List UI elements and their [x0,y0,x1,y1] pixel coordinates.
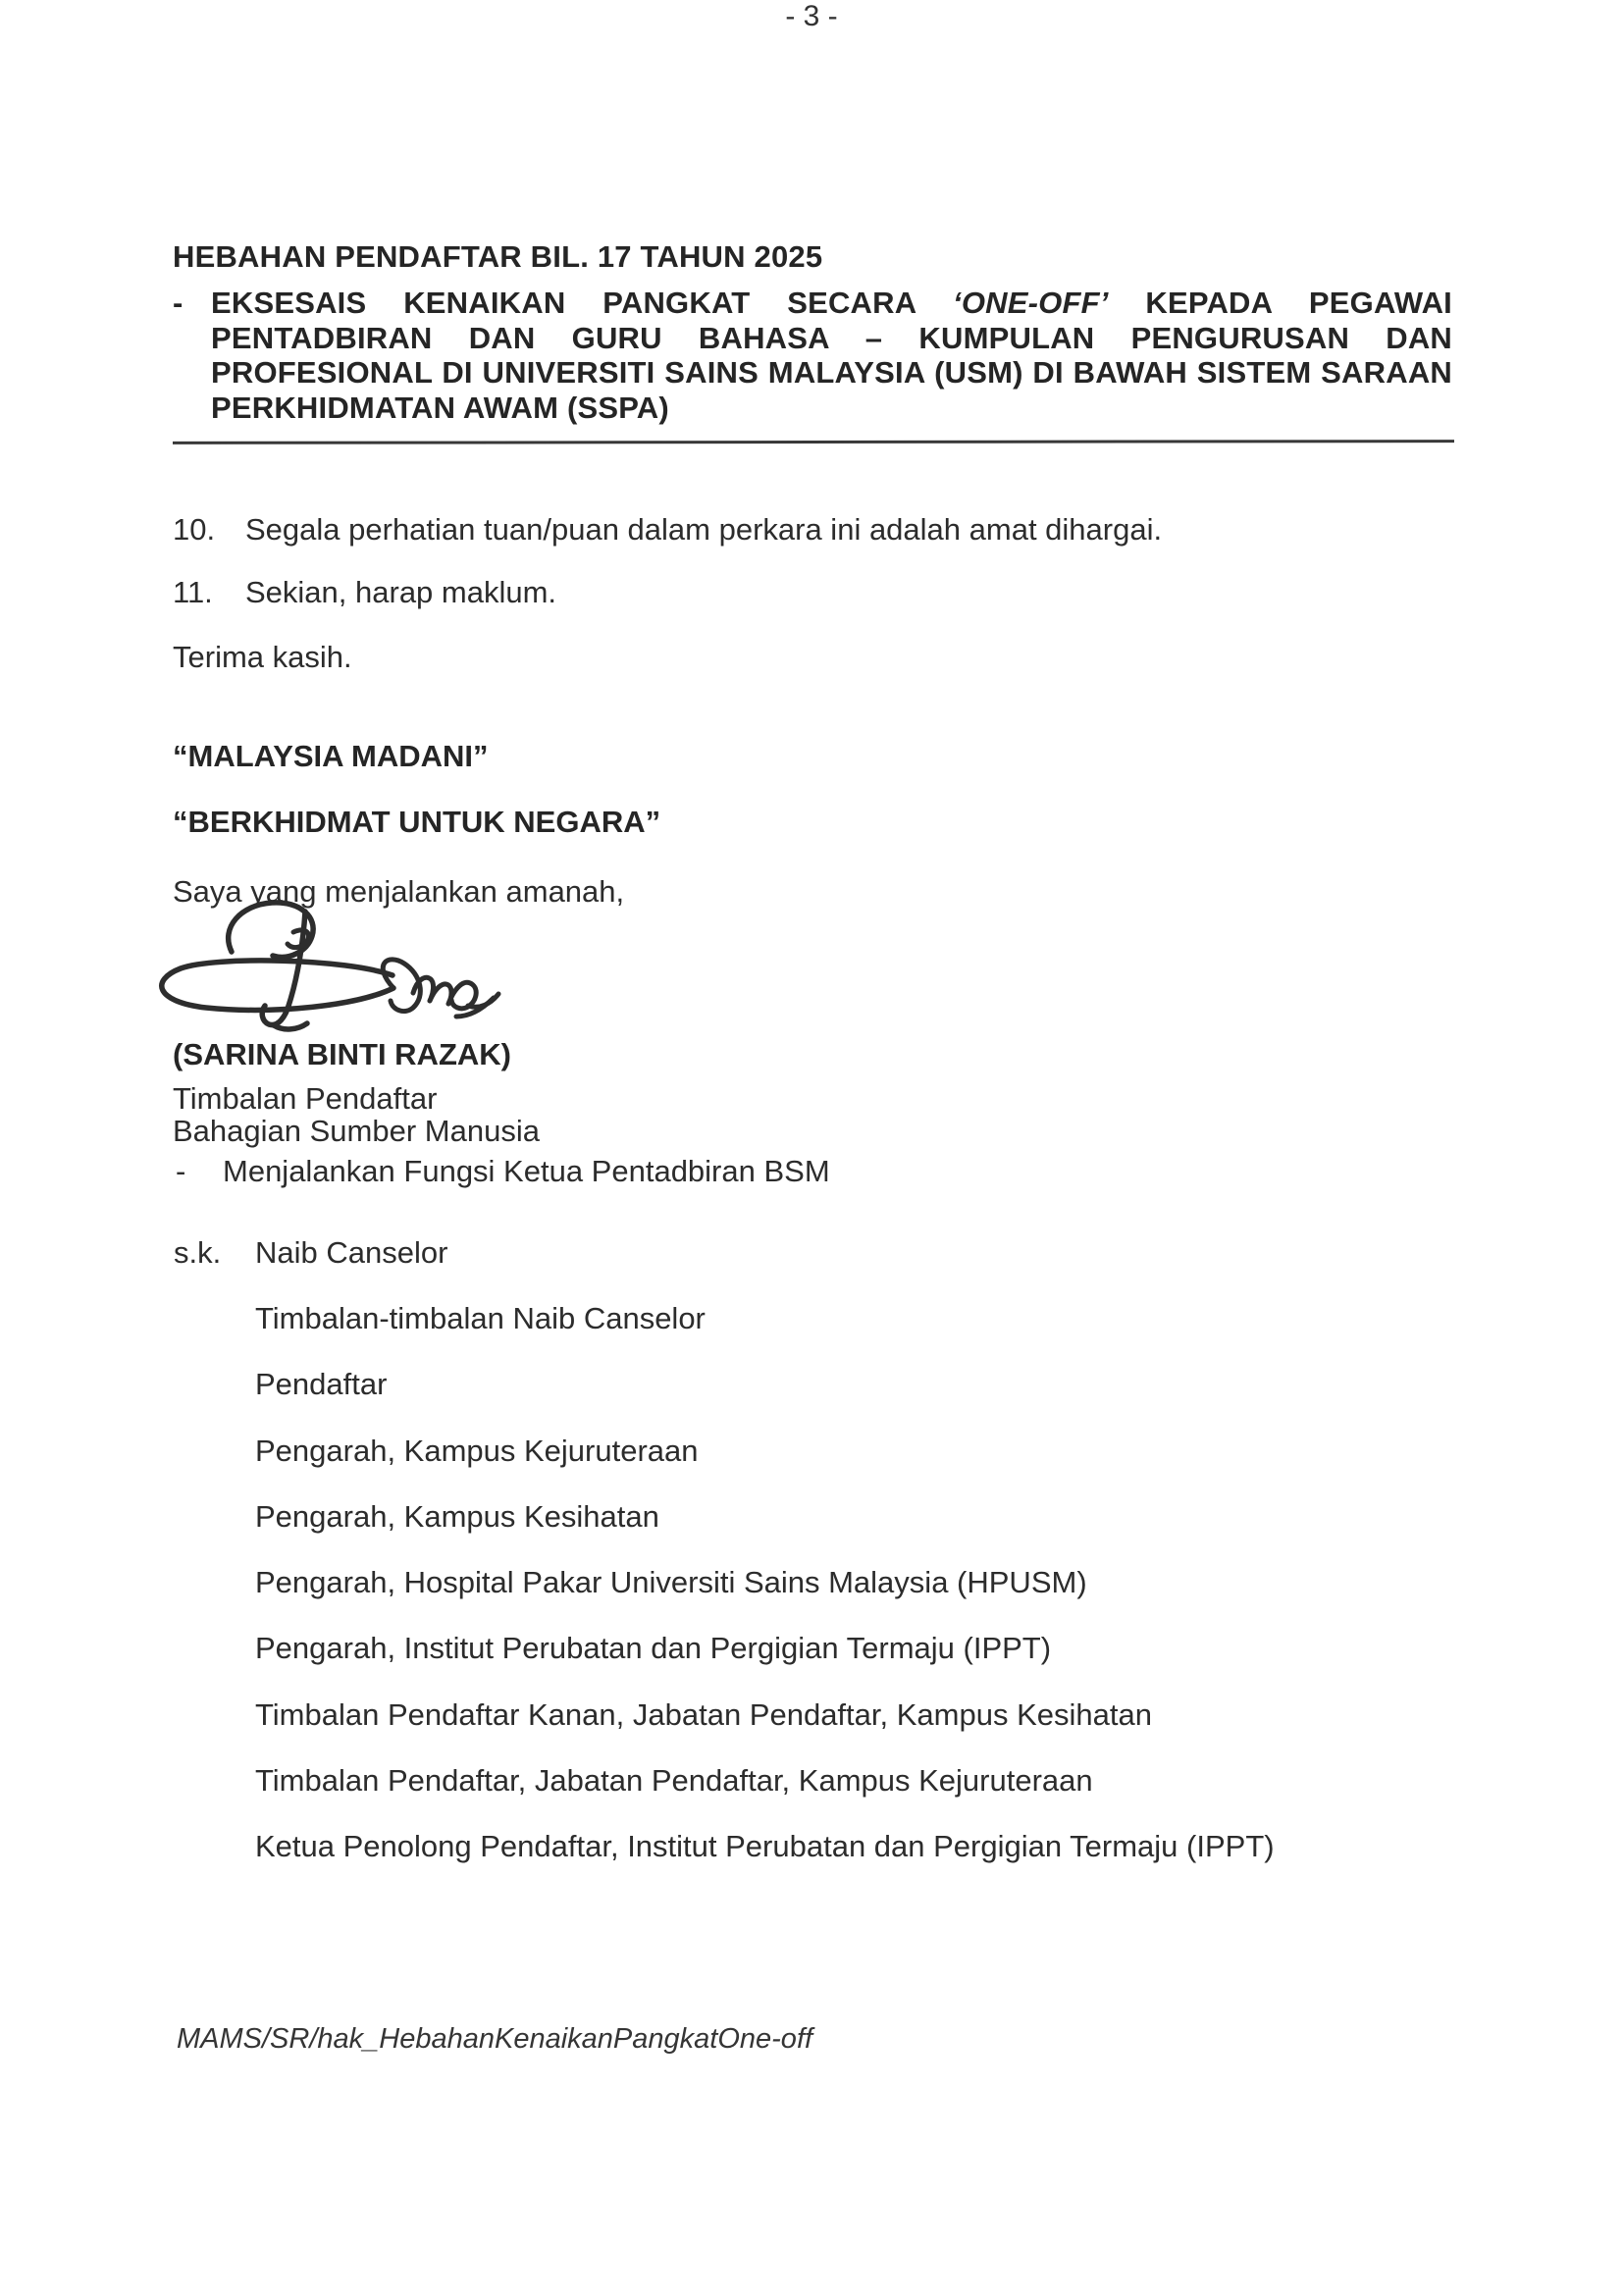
subject-line-1-pre: EKSESAIS KENAIKAN PANGKAT SECARA [211,286,954,320]
paragraph-10-text: Segala perhatian tuan/puan dalam perkara ini adalah amat dihargai. [245,512,1163,547]
subject-line-1-oneoff: ‘ONE-OFF’ [953,286,1109,320]
sk-item-7: Pengarah, Institut Perubatan dan Pergigian Termaju (IPPT) [255,1631,1052,1665]
page-number: - 3 - [785,0,838,32]
file-reference: MAMS/SR/hak_HebahanKenaikanPangkatOne-off [177,2023,813,2055]
sk-label: s.k. [174,1235,222,1270]
sk-item-8: Timbalan Pendaftar Kanan, Jabatan Pendaftar, Kampus Kesihatan [255,1697,1152,1732]
subject-line-2: PENTADBIRAN DAN GURU BAHASA – KUMPULAN PENGURUSAN DAN [211,320,1452,355]
notice-title: HEBAHAN PENDAFTAR BIL. 17 TAHUN 2025 [173,239,823,274]
sk-item-2: Timbalan-timbalan Naib Canselor [255,1301,706,1335]
subject-line-1 [211,286,1452,321]
signatory-title-1: Timbalan Pendaftar [173,1081,438,1116]
sk-item-3: Pendaftar [255,1367,388,1401]
sk-item-1: Naib Canselor [255,1235,448,1270]
handwritten-signature [145,896,506,1045]
subject-dash: - [173,286,183,320]
signatory-note: Menjalankan Fungsi Ketua Pentadbiran BSM [223,1154,830,1188]
subject-line-3: PROFESIONAL DI UNIVERSITI SAINS MALAYSIA (USM) DI BAWAH SISTEM SARAAN [211,355,1452,390]
thanks-line: Terima kasih. [173,640,352,674]
closing-line: Saya yang menjalankan amanah, [173,874,625,909]
subject-block [211,286,1452,425]
paragraph-10-number: 10. [173,512,216,547]
sk-item-6: Pengarah, Hospital Pakar Universiti Sains Malaysia (HPUSM) [255,1565,1087,1599]
sk-item-4: Pengarah, Kampus Kejuruteraan [255,1434,699,1468]
subject-line-1-post: KEPADA PEGAWAI [1108,286,1452,320]
sk-item-5: Pengarah, Kampus Kesihatan [255,1499,659,1534]
paragraph-11-number: 11. [173,575,213,609]
sk-item-10: Ketua Penolong Pendaftar, Institut Perubatan dan Pergigian Termaju (IPPT) [255,1829,1275,1863]
slogan-malaysia-madani: “MALAYSIA MADANI” [173,739,489,773]
sk-item-9: Timbalan Pendaftar, Jabatan Pendaftar, Kampus Kejuruteraan [255,1763,1093,1798]
paragraph-11-text: Sekian, harap maklum. [245,575,557,609]
signatory-title-2: Bahagian Sumber Manusia [173,1114,540,1148]
slogan-berkhidmat: “BERKHIDMAT UNTUK NEGARA” [173,805,661,839]
subject-underline-rule [173,440,1454,444]
signatory-note-dash: - [176,1154,186,1188]
signatory-name: (SARINA BINTI RAZAK) [173,1037,511,1071]
subject-line-4: PERKHIDMATAN AWAM (SSPA) [211,390,669,425]
